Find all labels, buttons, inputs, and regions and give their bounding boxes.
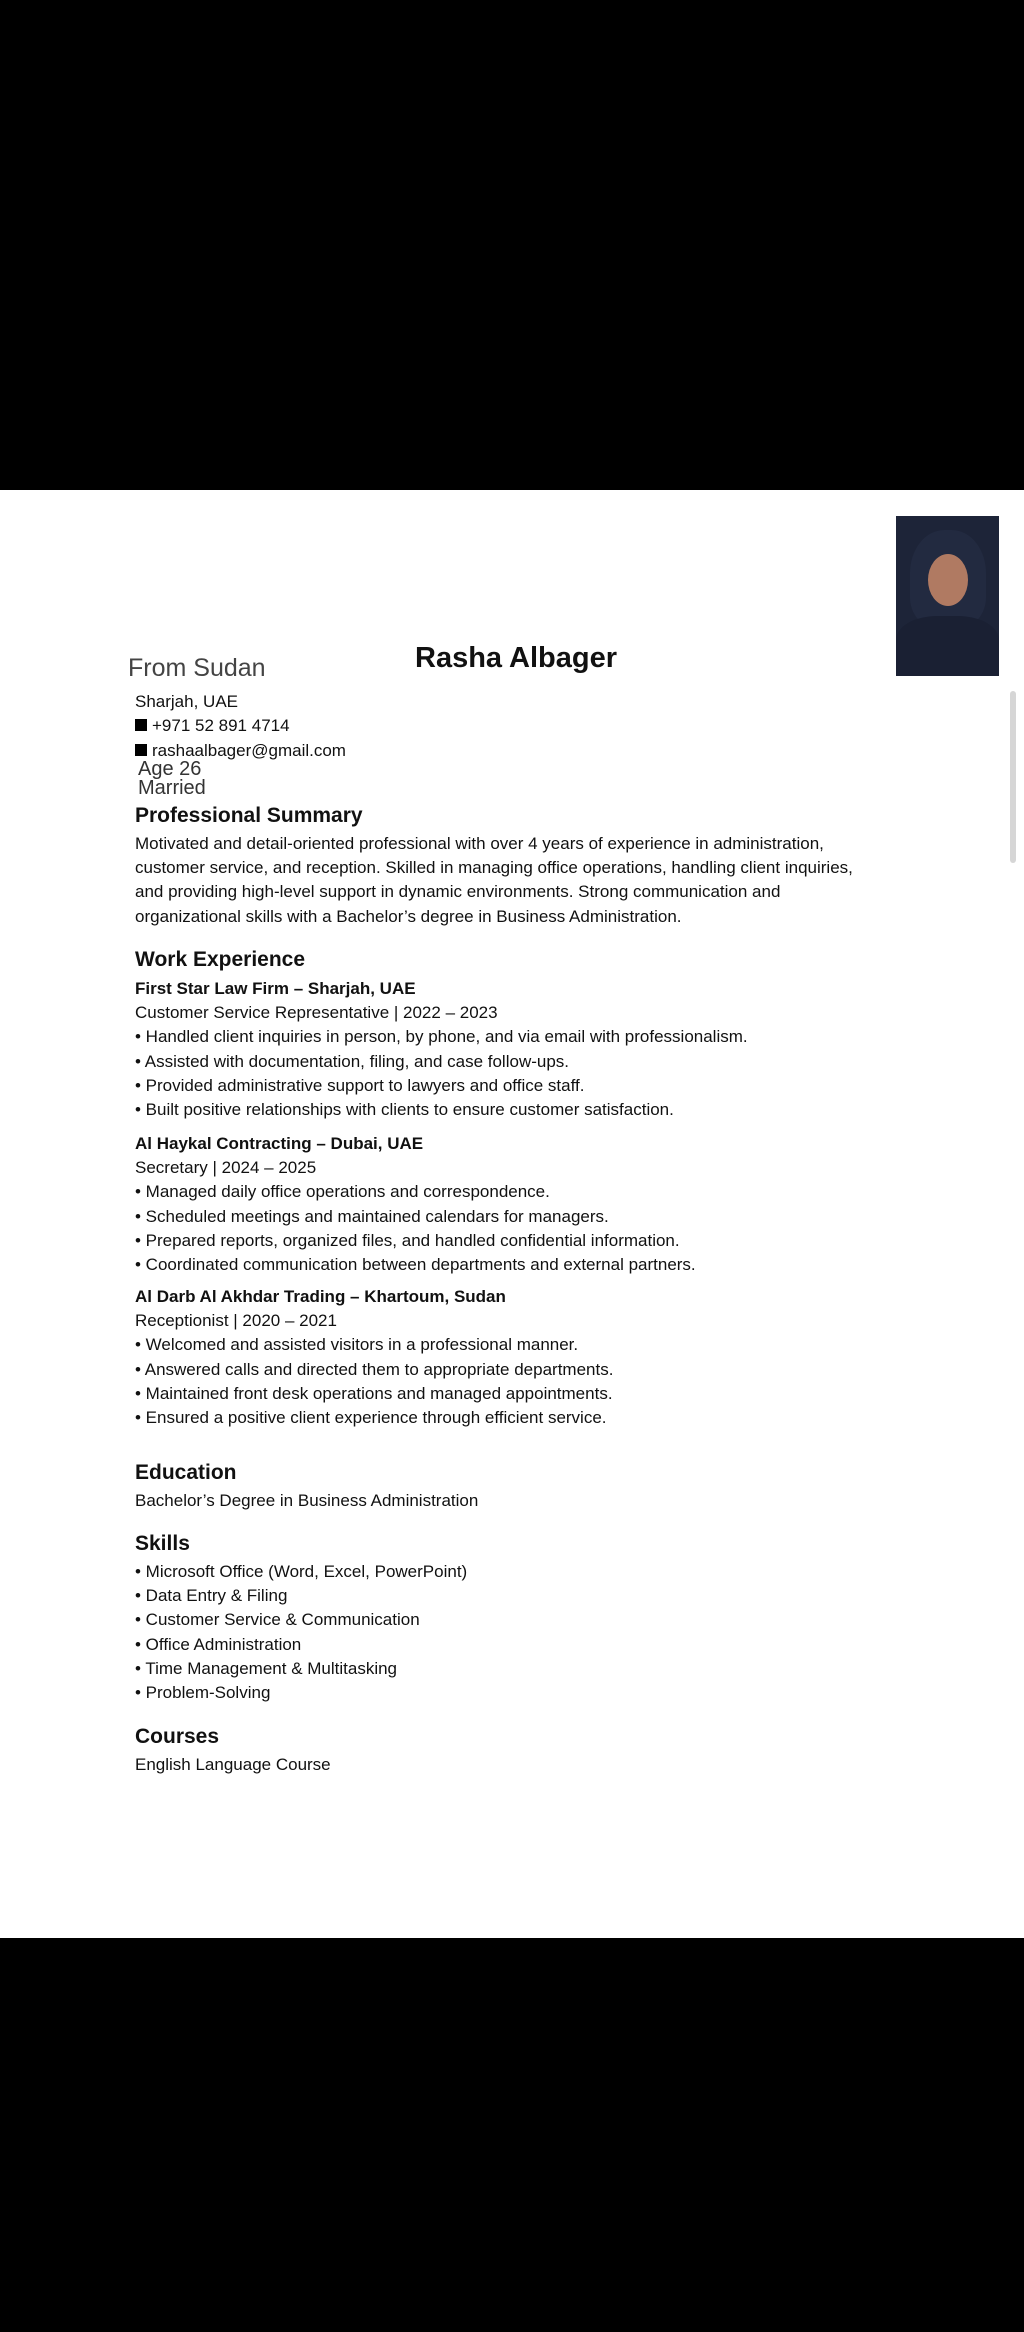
job-bullet: • Coordinated communication between departments and external partners. — [135, 1255, 696, 1275]
scrollbar[interactable] — [1010, 691, 1016, 863]
origin-text: From Sudan — [128, 654, 266, 682]
skill-item: • Problem-Solving — [135, 1683, 271, 1703]
job-role: Receptionist | 2020 – 2021 — [135, 1311, 337, 1331]
email-icon — [135, 744, 147, 756]
job-company: First Star Law Firm – Sharjah, UAE — [135, 979, 416, 998]
job-entry — [135, 1285, 613, 1430]
education-text — [135, 1489, 478, 1513]
job-bullet: • Answered calls and directed them to appropriate departments. — [135, 1359, 614, 1379]
skill-item: • Customer Service & Communication — [135, 1610, 420, 1630]
job-bullet: • Prepared reports, organized files, and handled confidential information. — [135, 1230, 680, 1250]
course: English Language Course — [135, 1755, 331, 1774]
summary-line: organizational skills with a Bachelor’s degree in Business Administration. — [135, 906, 682, 926]
resume-page — [0, 490, 1024, 1938]
job-bullet: • Ensured a positive client experience through efficient service. — [135, 1408, 607, 1428]
job-role: Secretary | 2024 – 2025 — [135, 1158, 317, 1178]
courses-heading: Courses — [135, 1725, 220, 1748]
skill-item: • Data Entry & Filing — [135, 1586, 288, 1606]
summary-line: customer service, and reception. Skilled in managing office operations, handling client inquiries, — [135, 858, 853, 878]
profile-photo — [896, 516, 999, 676]
job-bullet: • Welcomed and assisted visitors in a professional manner. — [135, 1335, 579, 1355]
job-company: Al Darb Al Akhdar Trading – Khartoum, Sudan — [135, 1287, 506, 1306]
degree: Bachelor’s Degree in Business Administration — [135, 1491, 479, 1510]
job-bullet: • Scheduled meetings and maintained calendars for managers. — [135, 1206, 609, 1226]
summary-line: and providing high-level support in dynamic environments. Strong communication and — [135, 882, 781, 902]
job-entry — [135, 977, 748, 1122]
skill-item: • Office Administration — [135, 1634, 302, 1654]
summary-heading: Professional Summary — [135, 804, 363, 827]
candidate-name: Rasha Albager — [415, 642, 617, 674]
email-address: rashaalbager@gmail.com — [152, 741, 346, 760]
job-entry — [135, 1132, 696, 1277]
skills-heading: Skills — [135, 1532, 190, 1555]
skills-list — [135, 1560, 467, 1705]
summary-line: Motivated and detail-oriented professional with over 4 years of experience in administration, — [135, 834, 824, 853]
marital-status: Married — [138, 777, 206, 799]
summary-text — [135, 832, 853, 929]
job-bullet: • Managed daily office operations and correspondence. — [135, 1182, 550, 1202]
age: Age 26 — [138, 758, 202, 780]
courses-text — [135, 1753, 331, 1777]
skill-item: • Microsoft Office (Word, Excel, PowerPoint) — [135, 1562, 468, 1581]
skill-item: • Time Management & Multitasking — [135, 1658, 398, 1678]
phone-number: +971 52 891 4714 — [152, 716, 290, 735]
job-bullet: • Assisted with documentation, filing, and case follow-ups. — [135, 1051, 570, 1071]
phone-icon — [135, 719, 147, 731]
job-bullet: • Provided administrative support to lawyers and office staff. — [135, 1075, 585, 1095]
job-company: Al Haykal Contracting – Dubai, UAE — [135, 1134, 424, 1153]
job-bullet: • Maintained front desk operations and managed appointments. — [135, 1383, 613, 1403]
work-heading: Work Experience — [135, 948, 306, 971]
location: Sharjah, UAE — [135, 692, 238, 711]
job-bullet: • Handled client inquiries in person, by phone, and via email with professionalism. — [135, 1027, 748, 1047]
phone — [135, 716, 290, 736]
job-bullet: • Built positive relationships with clients to ensure customer satisfaction. — [135, 1100, 674, 1120]
job-role: Customer Service Representative | 2022 – 2023 — [135, 1003, 498, 1023]
education-heading: Education — [135, 1461, 237, 1484]
